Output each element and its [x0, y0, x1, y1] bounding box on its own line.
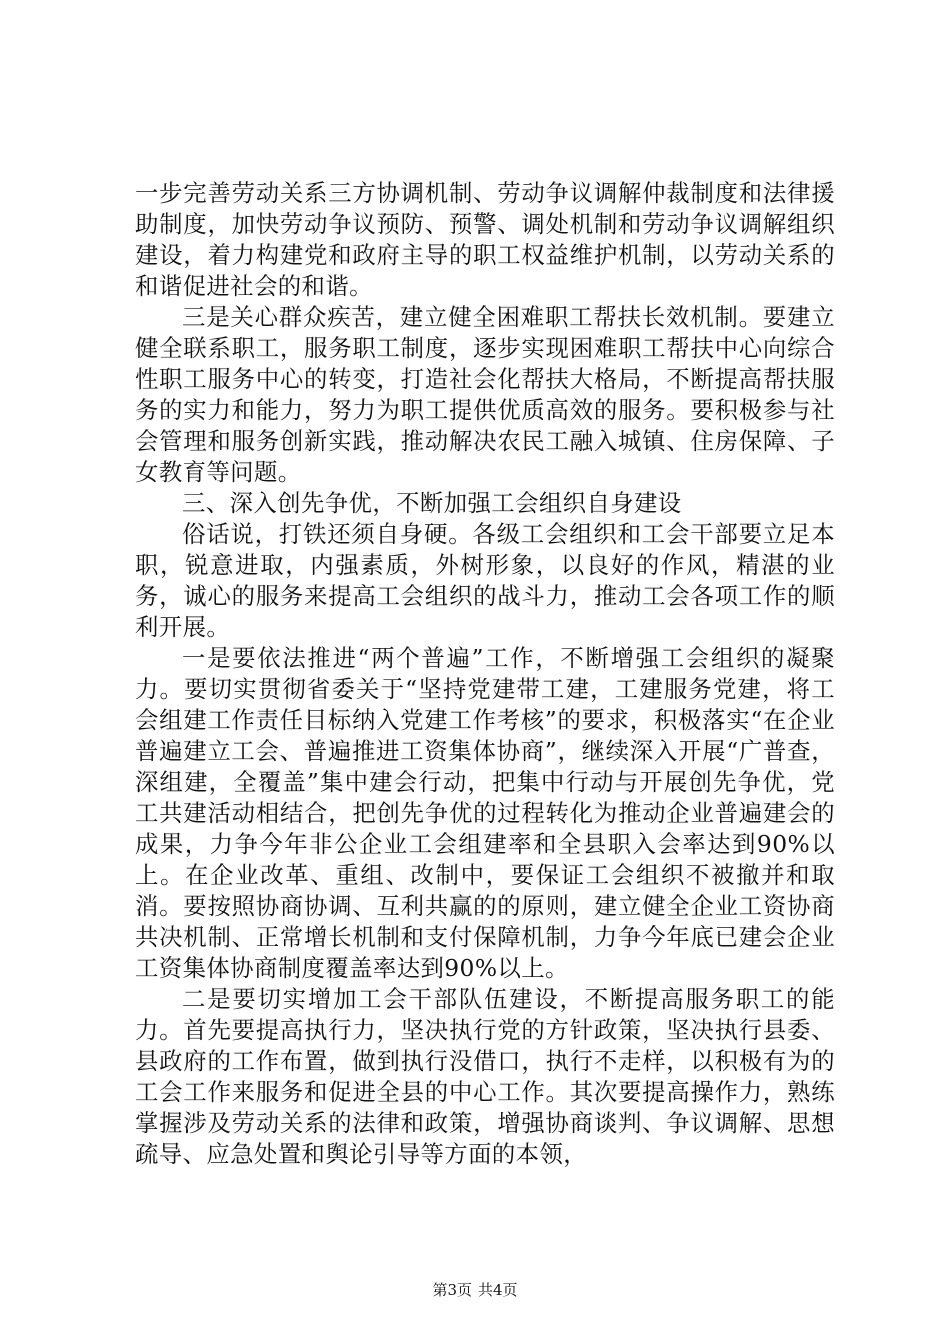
paragraph-4: 一是要依法推进“两个普遍”工作，不断增强工会组织的凝聚力。要切实贯彻省委关于“坚持党建带工建，工建服务党建，将工会组建工作责任目标纳入党建工作考核”的要求，积极落实“在企业普遍建立工会、普遍推进工资集体协商”，继续深入开展“广普查，深组建，全覆盖”集中建会行动，把集中行动与开展创先争优，党工共建活动相结合，把创先争优的过程转化为推动企业普遍建会的成果，力争今年非公企业工会组建率和全县职入会率达到90%以上。在企业改革、重组、改制中，要保证工会组织不被撤并和取消。要按照协商协调、互利共赢的的原则，建立健全企业工资协商共决机制、正常增长机制和支付保障机制，力争今年底已建会企业工资集体协商制度覆盖率达到90%以上。	[135, 644, 835, 982]
section-heading: 三、深入创先争优，不断加强工会组织自身建设	[182, 489, 682, 517]
document-body	[135, 178, 835, 1170]
paragraph-2: 三是关心群众疾苦，建立健全困难职工帮扶长效机制。要建立健全联系职工，服务职工制度，逐步实现困难职工帮扶中心向综合性职工服务中心的转变，打造社会化帮扶大格局，不断提高帮扶服务的实力和能力，努力为职工提供优质高效的服务。要积极参与社会管理和服务创新实践，推动解决农民工融入城镇、住房保障、子女教育等问题。	[135, 303, 835, 486]
paragraph-5: 二是要切实增加工会干部队伍建设，不断提高服务职工的能力。首先要提高执行力，坚决执行党的方针政策，坚决执行县委、县政府的工作布置，做到执行没借口，执行不走样，以积极有为的工会工作来服务和促进全县的中心工作。其次要提高操作力，熟练掌握涉及劳动关系的法律和政策，增强协商谈判、争议调解、思想疏导、应急处置和舆论引导等方面的本领，	[135, 985, 835, 1168]
paragraph-3: 俗话说，打铁还须自身硬。各级工会组织和工会干部要立足本职，锐意进取，内强素质，外树形象，以良好的作风，精湛的业务，诚心的服务来提高工会组织的战斗力，推动工会各项工作的顺利开展。	[135, 520, 835, 641]
paragraph-1: 一步完善劳动关系三方协调机制、劳动争议调解仲裁制度和法律援助制度，加快劳动争议预防、预警、调处机制和劳动争议调解组织建设，着力构建党和政府主导的职工权益维护机制，以劳动关系的和谐促进社会的和谐。	[135, 179, 835, 300]
page-total: 共4页	[478, 1281, 518, 1299]
page-number: 第3页	[432, 1281, 472, 1299]
page-footer	[0, 1280, 950, 1300]
